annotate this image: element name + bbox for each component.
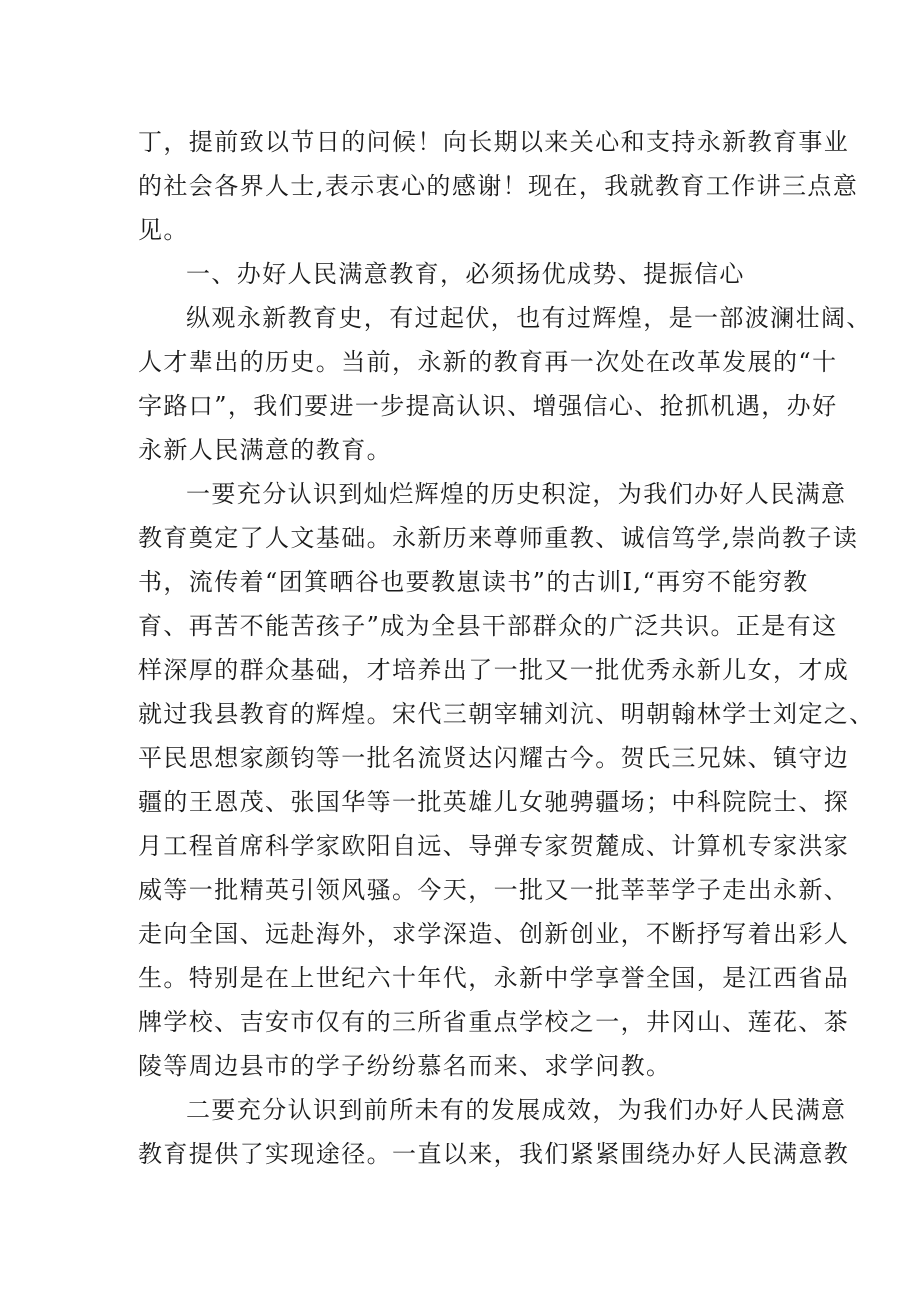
text-line: 陵等周边县市的学子纷纷慕名而来、求学问教。: [138, 1052, 672, 1080]
text-line: 威等一批精英引领风骚。今天，一批又一批莘莘学子走出永新、: [138, 876, 850, 904]
section-heading: 一、办好人民满意教育，必须扬优成势、提振信心: [186, 260, 745, 288]
text-line: 走向全国、远赴海外，求学深造、创新创业，不断抒写着出彩人: [138, 920, 850, 948]
text-line: 一要充分认识到灿烂辉煌的历史积淀，为我们办好人民满意: [186, 480, 847, 508]
text-line: 就过我县教育的辉煌。宋代三朝宰辅刘沆、明朝翰林学士刘定之、: [138, 700, 875, 728]
text-line: 教育提供了实现途径。一直以来，我们紧紧围绕办好人民满意教: [138, 1140, 850, 1168]
text-line: 生。特别是在上世纪六十年代，永新中学享誉全国，是江西省品: [138, 964, 850, 992]
text-line: 人才辈出的历史。当前，永新的教育再一次处在改革发展的“十: [138, 348, 838, 376]
text-line: 的社会各界人士,表示衷心的感谢！现在，我就教育工作讲三点意: [138, 172, 859, 200]
text-line: 教育奠定了人文基础。永新历来尊师重教、诚信笃学,崇尚教子读: [138, 524, 859, 552]
text-line: 疆的王恩茂、张国华等一批英雄儿女驰骋疆场；中科院院士、探: [138, 788, 850, 816]
text-line: 见。: [138, 216, 189, 244]
text-line: 字路口”，我们要进一步提高认识、增强信心、抢抓机遇，办好: [138, 392, 838, 420]
text-line: 样深厚的群众基础，才培养出了一批又一批优秀永新儿女，才成: [138, 656, 850, 684]
text-line: 纵观永新教育史，有过起伏，也有过辉煌，是一部波澜壮阔、: [186, 304, 872, 332]
text-line: 丁，提前致以节日的问候！向长期以来关心和支持永新教育事业: [138, 128, 850, 156]
text-line: 平民思想家颜钧等一批名流贤达闪耀古今。贺氏三兄妹、镇守边: [138, 744, 850, 772]
text-line: 牌学校、吉安市仅有的三所省重点学校之一，井冈山、莲花、茶: [138, 1008, 850, 1036]
text-line: 书，流传着“团箕晒谷也要教崽读书”的古训I,“再穷不能穷教: [138, 568, 809, 596]
text-line: 月工程首席科学家欧阳自远、导弹专家贺麓成、计算机专家洪家: [138, 832, 850, 860]
text-line: 育、再苦不能苦孩子”成为全县干部群众的广泛共识。正是有这: [138, 612, 838, 640]
text-line: 二要充分认识到前所未有的发展成效，为我们办好人民满意: [186, 1096, 847, 1124]
text-line: 永新人民满意的教育。: [138, 436, 392, 464]
